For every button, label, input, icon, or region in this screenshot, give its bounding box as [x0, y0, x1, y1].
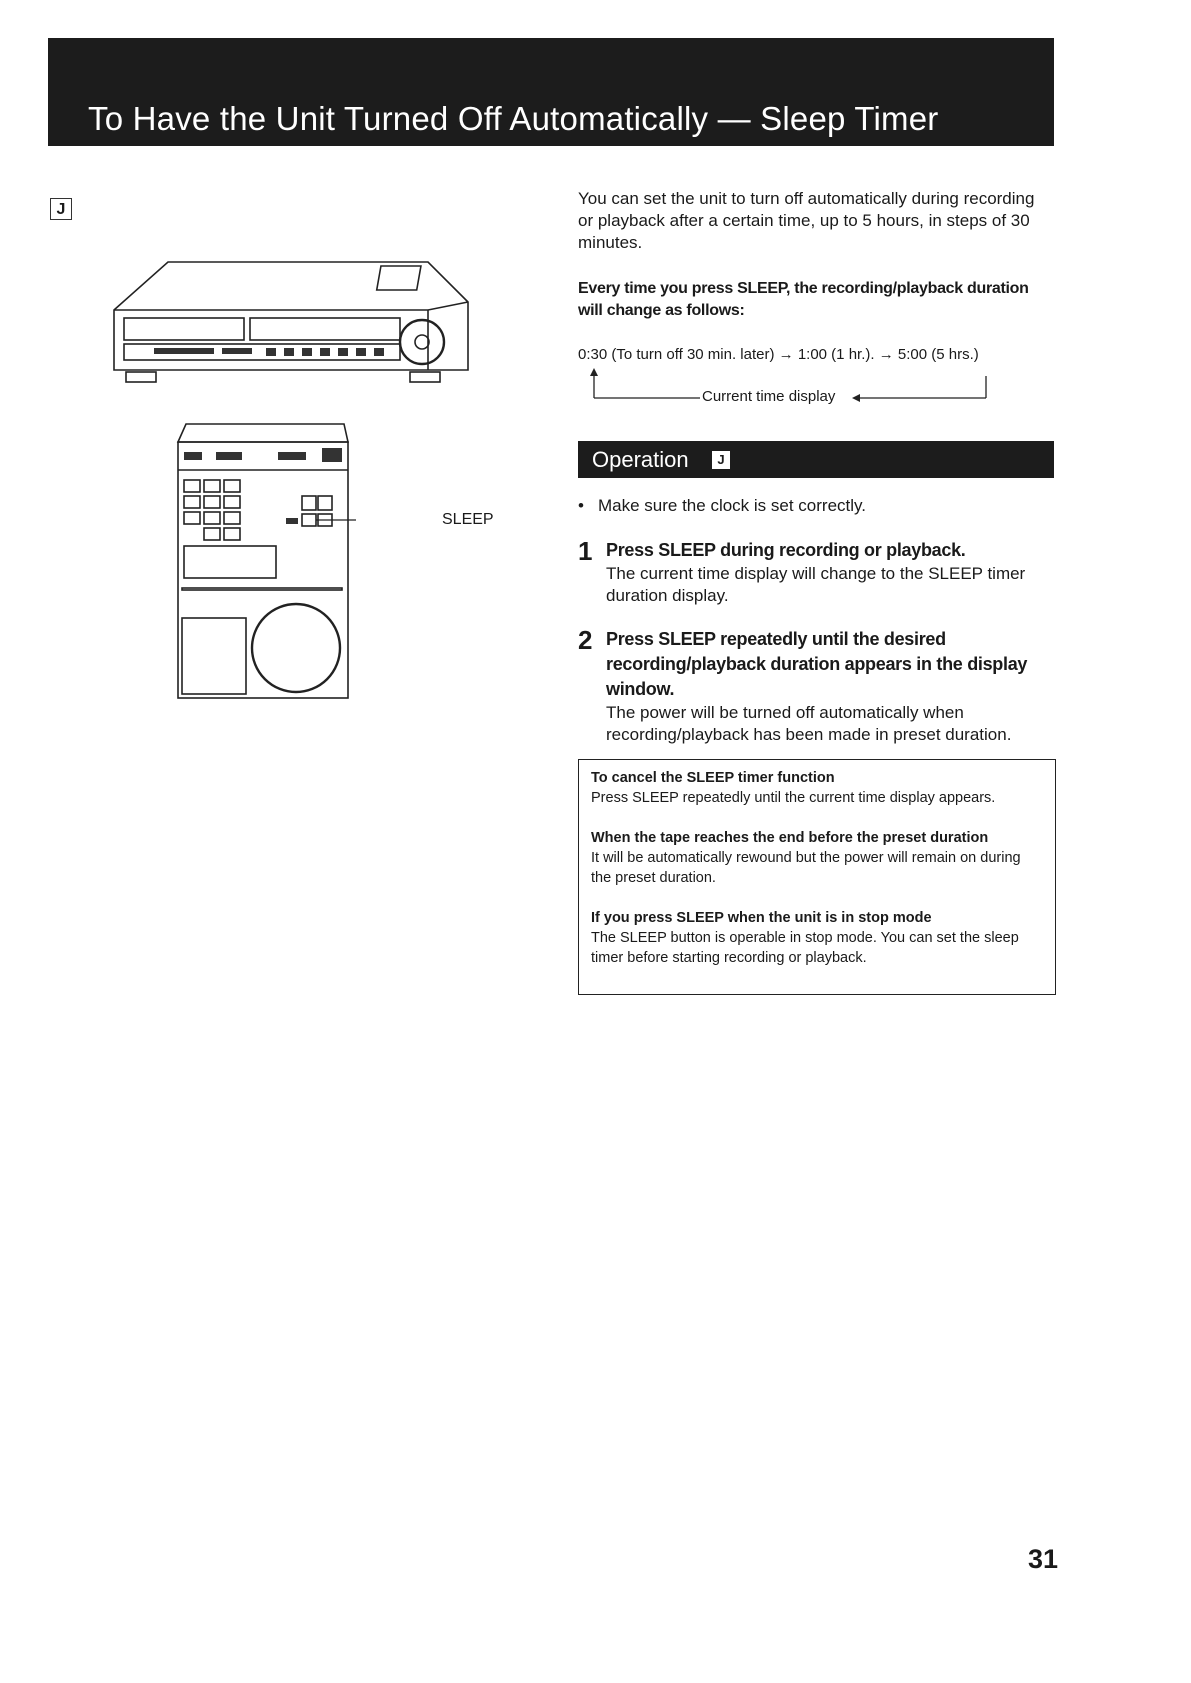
note-body: Press SLEEP repeatedly until the current time display appears. — [591, 790, 996, 806]
step-number: 1 — [578, 536, 593, 566]
note-title: When the tape reaches the end before the preset duration — [591, 830, 989, 846]
step-heading: Press SLEEP during recording or playback. — [606, 540, 966, 560]
page-title-bar — [48, 38, 1054, 146]
j-badge: J — [50, 198, 72, 220]
operation-title: Operation — [592, 447, 689, 472]
intro-paragraph: You can set the unit to turn off automatically during recording or playback after a certain time, up to 5 hours, in steps of 30 minutes. — [578, 189, 1035, 252]
bullet-item — [578, 496, 1054, 516]
sequence-return-diagram — [578, 366, 1054, 408]
step-1 — [578, 536, 1054, 606]
page-number: 31 — [1028, 1544, 1059, 1574]
control-panel-illustration — [176, 422, 356, 702]
note-body: It will be automatically rewound but the power will remain on during the preset duration. — [591, 850, 1021, 886]
note-title: To cancel the SLEEP timer function — [591, 770, 835, 786]
step-number: 2 — [578, 625, 593, 655]
sleep-callout-label: SLEEP — [442, 511, 494, 528]
sequence-heading: Every time you press SLEEP, the recording/playback duration will change as follows: — [578, 280, 1029, 319]
notes-box — [578, 759, 1056, 995]
bullet-text: Make sure the clock is set correctly. — [598, 496, 866, 515]
note-body: The SLEEP button is operable in stop mode. You can set the sleep timer before starting recording or playback. — [591, 930, 1019, 966]
current-time-display-label: Current time display — [702, 388, 836, 405]
sequence-line: 0:30 (To turn off 30 min. later) → 1:00 (1 hr.). → 5:00 (5 hrs.) — [578, 346, 979, 363]
page-title: To Have the Unit Turned Off Automatically — Sleep Timer — [88, 100, 939, 137]
step-body: The power will be turned off automatically when recording/playback has been made in preset duration. — [606, 703, 1012, 744]
note-title: If you press SLEEP when the unit is in stop mode — [591, 910, 932, 926]
step-heading: Press SLEEP repeatedly until the desired recording/playback duration appears in the display window. — [606, 629, 1028, 699]
operation-j-badge: J — [712, 451, 730, 469]
operation-section-bar — [578, 441, 1054, 478]
vcr-deck-illustration — [110, 260, 470, 386]
step-2 — [578, 625, 1054, 745]
bullet-icon: • — [578, 496, 584, 515]
step-body: The current time display will change to the SLEEP timer duration display. — [606, 564, 1026, 605]
